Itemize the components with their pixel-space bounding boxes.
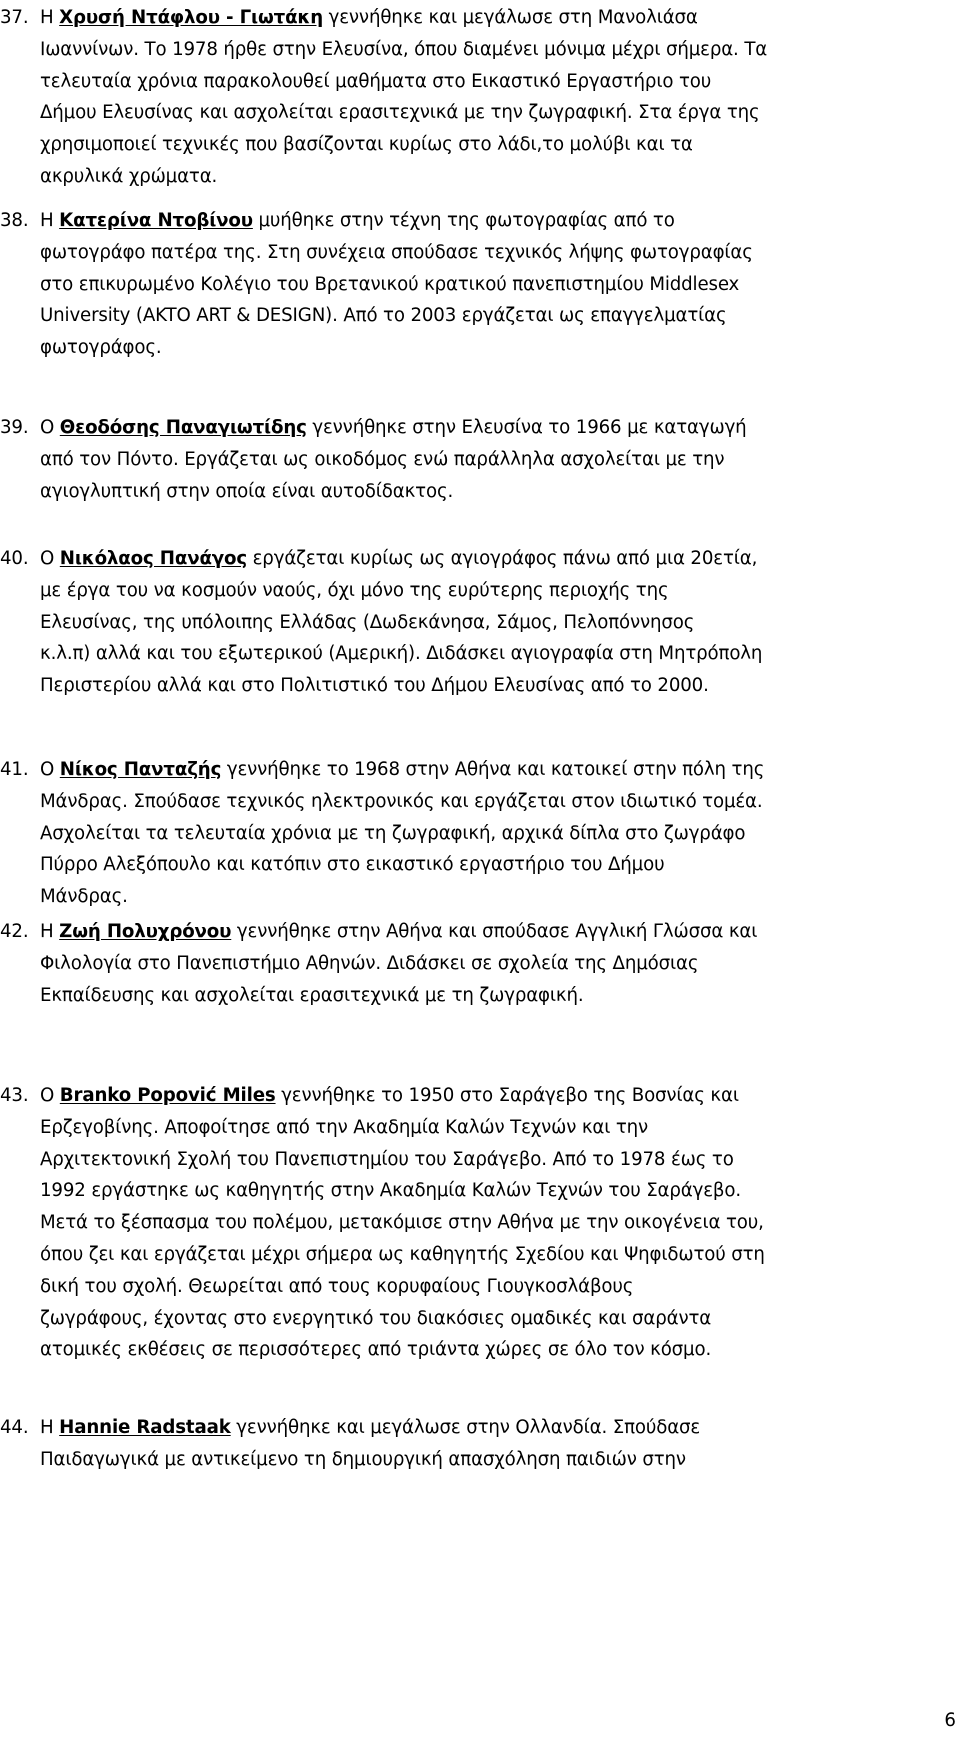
entry-article: Η [40,210,60,231]
entry-text-line: Περιστερίου αλλά και στο Πολιτιστικό του Δήμου Ελευσίνας από το 2000. [40,675,709,697]
entry-first-line-text: γεννήθηκε το 1968 στην Αθήνα και κατοικεί στην πόλη της [221,759,765,780]
entry-first-line [0,543,960,575]
biography-entry [0,916,960,1011]
entry-number: 38. [0,210,29,231]
entry-text-line: Πύρρο Αλεξόπουλο και κατόπιν στο εικαστικό εργαστήριο του Δήμου [40,854,665,876]
entry-article: Ο [40,548,60,569]
entry-person-name: Θεοδόσης Παναγιωτίδης [59,417,307,438]
entry-text-line: Ελευσίνας, της υπόλοιπης Ελλάδας (Δωδεκάνησα, Σάμος, Πελοπόννησος [40,611,695,633]
entry-person-name: Κατερίνα Ντοβίνου [59,210,253,231]
entry-text-line: με έργα του να κοσμούν ναούς, όχι μόνο της ευρύτερης περιοχής της [40,579,669,601]
entry-number: 39. [0,417,29,438]
entry-first-line-text: γεννήθηκε το 1950 στο Σαράγεβο της Βοσνίας και [275,1085,739,1106]
entry-article: Ο [40,417,60,438]
entry-first-line [0,412,960,444]
entry-text-line: ατομικές εκθέσεις σε περισσότερες από τριάντα χώρες σε όλο τον κόσμο. [40,1339,712,1361]
entry-text-line: Εκπαίδευσης και ασχολείται ερασιτεχνικά με τη ζωγραφική. [40,984,584,1006]
biography-entry [0,543,960,702]
entry-text-line: κ.λ.π) αλλά και του εξωτερικού (Αμερική). Διδάσκει αγιογραφία στη Μητρόπολη [40,643,763,665]
entry-text-line: ακρυλικά χρώματα. [40,165,218,187]
entry-text-line: χρησιμοποιεί τεχνικές που βασίζονται κυρίως στο λάδι,το μολύβι και τα [40,134,693,156]
entry-first-line [0,2,960,34]
entry-first-line-text: γεννήθηκε στην Αθήνα και σπούδασε Αγγλική Γλώσσα και [231,921,758,942]
entry-text-line: Φιλολογία στο Πανεπιστήμιο Αθηνών. Διδάσκει σε σχολεία της Δημόσιας [40,952,699,974]
biography-entry [0,412,960,507]
entry-text-line: Μετά το ξέσπασμα του πολέμου, μετακόμισε στην Αθήνα με την οικογένεια του, [40,1212,764,1234]
entry-first-line [0,916,960,948]
entry-first-line-text: γεννήθηκε και μεγάλωσε στην Ολλανδία. Σπούδασε [230,1417,701,1438]
entry-number: 37. [0,7,29,28]
entry-person-name: Ζωή Πολυχρόνου [59,921,232,942]
entry-first-line [0,754,960,786]
entry-text-line: Δήμου Ελευσίνας και ασχολείται ερασιτεχνικά με την ζωγραφική. Στα έργα της [40,102,760,124]
entry-number: 43. [0,1085,29,1106]
entry-text-line: ζωγράφους, έχοντας στο ενεργητικό του διακόσιες ομαδικές και σαράντα [40,1307,712,1329]
entry-number: 42. [0,921,29,942]
entry-text-line: Μάνδρας. Σπούδασε τεχνικός ηλεκτρονικός και εργάζεται στον ιδιωτικό τομέα. [40,790,763,812]
entry-text-line: από τον Πόντο. Εργάζεται ως οικοδόμος ενώ παράλληλα ασχολείται με την [40,448,725,470]
entry-first-line-text: εργάζεται κυρίως ως αγιογράφος πάνω από μια 20ετία, [247,548,758,569]
entry-text-line: αγιογλυπτική στην οποία είναι αυτοδίδακτος. [40,480,454,502]
entry-person-name: Χρυσή Ντάφλου - Γιωτάκη [59,7,323,28]
entry-text-line: Μάνδρας. [40,886,128,908]
entry-person-name: Hannie Radstaak [59,1417,231,1438]
entry-text-line: Ερζεγοβίνης. Αποφοίτησε από την Ακαδημία Καλών Τεχνών και την [40,1116,649,1138]
entry-text-line: φωτογράφος. [40,337,162,359]
entry-first-line [0,1080,960,1112]
entry-first-line [0,1412,960,1444]
entry-article: Η [40,1417,60,1438]
entry-text-line: Ασχολείται τα τελευταία χρόνια με τη ζωγραφική, αρχικά δίπλα στο ζωγράφο [40,822,746,844]
entry-text-line: Παιδαγωγικά με αντικείμενο τη δημιουργική απασχόληση παιδιών στην [40,1448,686,1470]
entry-text-line: δική του σχολή. Θεωρείται από τους κορυφαίους Γιουγκοσλάβους [40,1275,634,1297]
entry-text-line: Αρχιτεκτονική Σχολή του Πανεπιστημίου του Σαράγεβο. Από το 1978 έως το [40,1148,734,1170]
entry-text-line: όπου ζει και εργάζεται μέχρι σήμερα ως καθηγητής Σχεδίου και Ψηφιδωτού στη [40,1243,765,1265]
biography-entry [0,754,960,913]
entry-person-name: Νικόλαος Πανάγος [59,548,247,569]
entry-first-line-text: γεννήθηκε στην Ελευσίνα το 1966 με καταγωγή [306,417,747,438]
entry-text-line: τελευταία χρόνια παρακολουθεί μαθήματα στο Εικαστικό Εργαστήριο του [40,70,712,92]
entry-text-line: Ιωαννίνων. Το 1978 ήρθε στην Ελευσίνα, όπου διαμένει μόνιμα μέχρι σήμερα. Τα [40,38,768,60]
entry-first-line [0,205,960,237]
entry-text-line: στο επικυρωμένο Κολέγιο του Βρετανικού κρατικού πανεπιστημίου Middlesex [40,273,740,295]
entry-number: 44. [0,1417,29,1438]
entry-text-line: University (AKTO ART & DESIGN). Από το 2003 εργάζεται ως επαγγελματίας [40,305,727,327]
entry-person-name: Νίκος Πανταζής [59,759,222,780]
entry-article: Ο [40,1085,60,1106]
entry-article: Ο [40,759,60,780]
entry-number: 40. [0,548,29,569]
biography-entry [0,1412,960,1476]
biography-entry [0,2,960,193]
biography-entry [0,205,960,364]
entry-text-line: 1992 εργάστηκε ως καθηγητής στην Ακαδημία Καλών Τεχνών του Σαράγεβο. [40,1180,741,1202]
entry-article: Η [40,921,60,942]
entry-number: 41. [0,759,29,780]
biography-entry [0,1080,960,1366]
entry-text-line: φωτογράφο πατέρα της. Στη συνέχεια σπούδασε τεχνικός λήψης φωτογραφίας [40,241,753,263]
entry-first-line-text: γεννήθηκε και μεγάλωσε στη Μανολιάσα [323,7,698,28]
entry-first-line-text: μυήθηκε στην τέχνη της φωτογραφίας από το [252,210,675,231]
entry-person-name: Branko Popović Miles [59,1085,276,1106]
entry-article: Η [40,7,60,28]
page-number: 6 [944,1710,956,1731]
